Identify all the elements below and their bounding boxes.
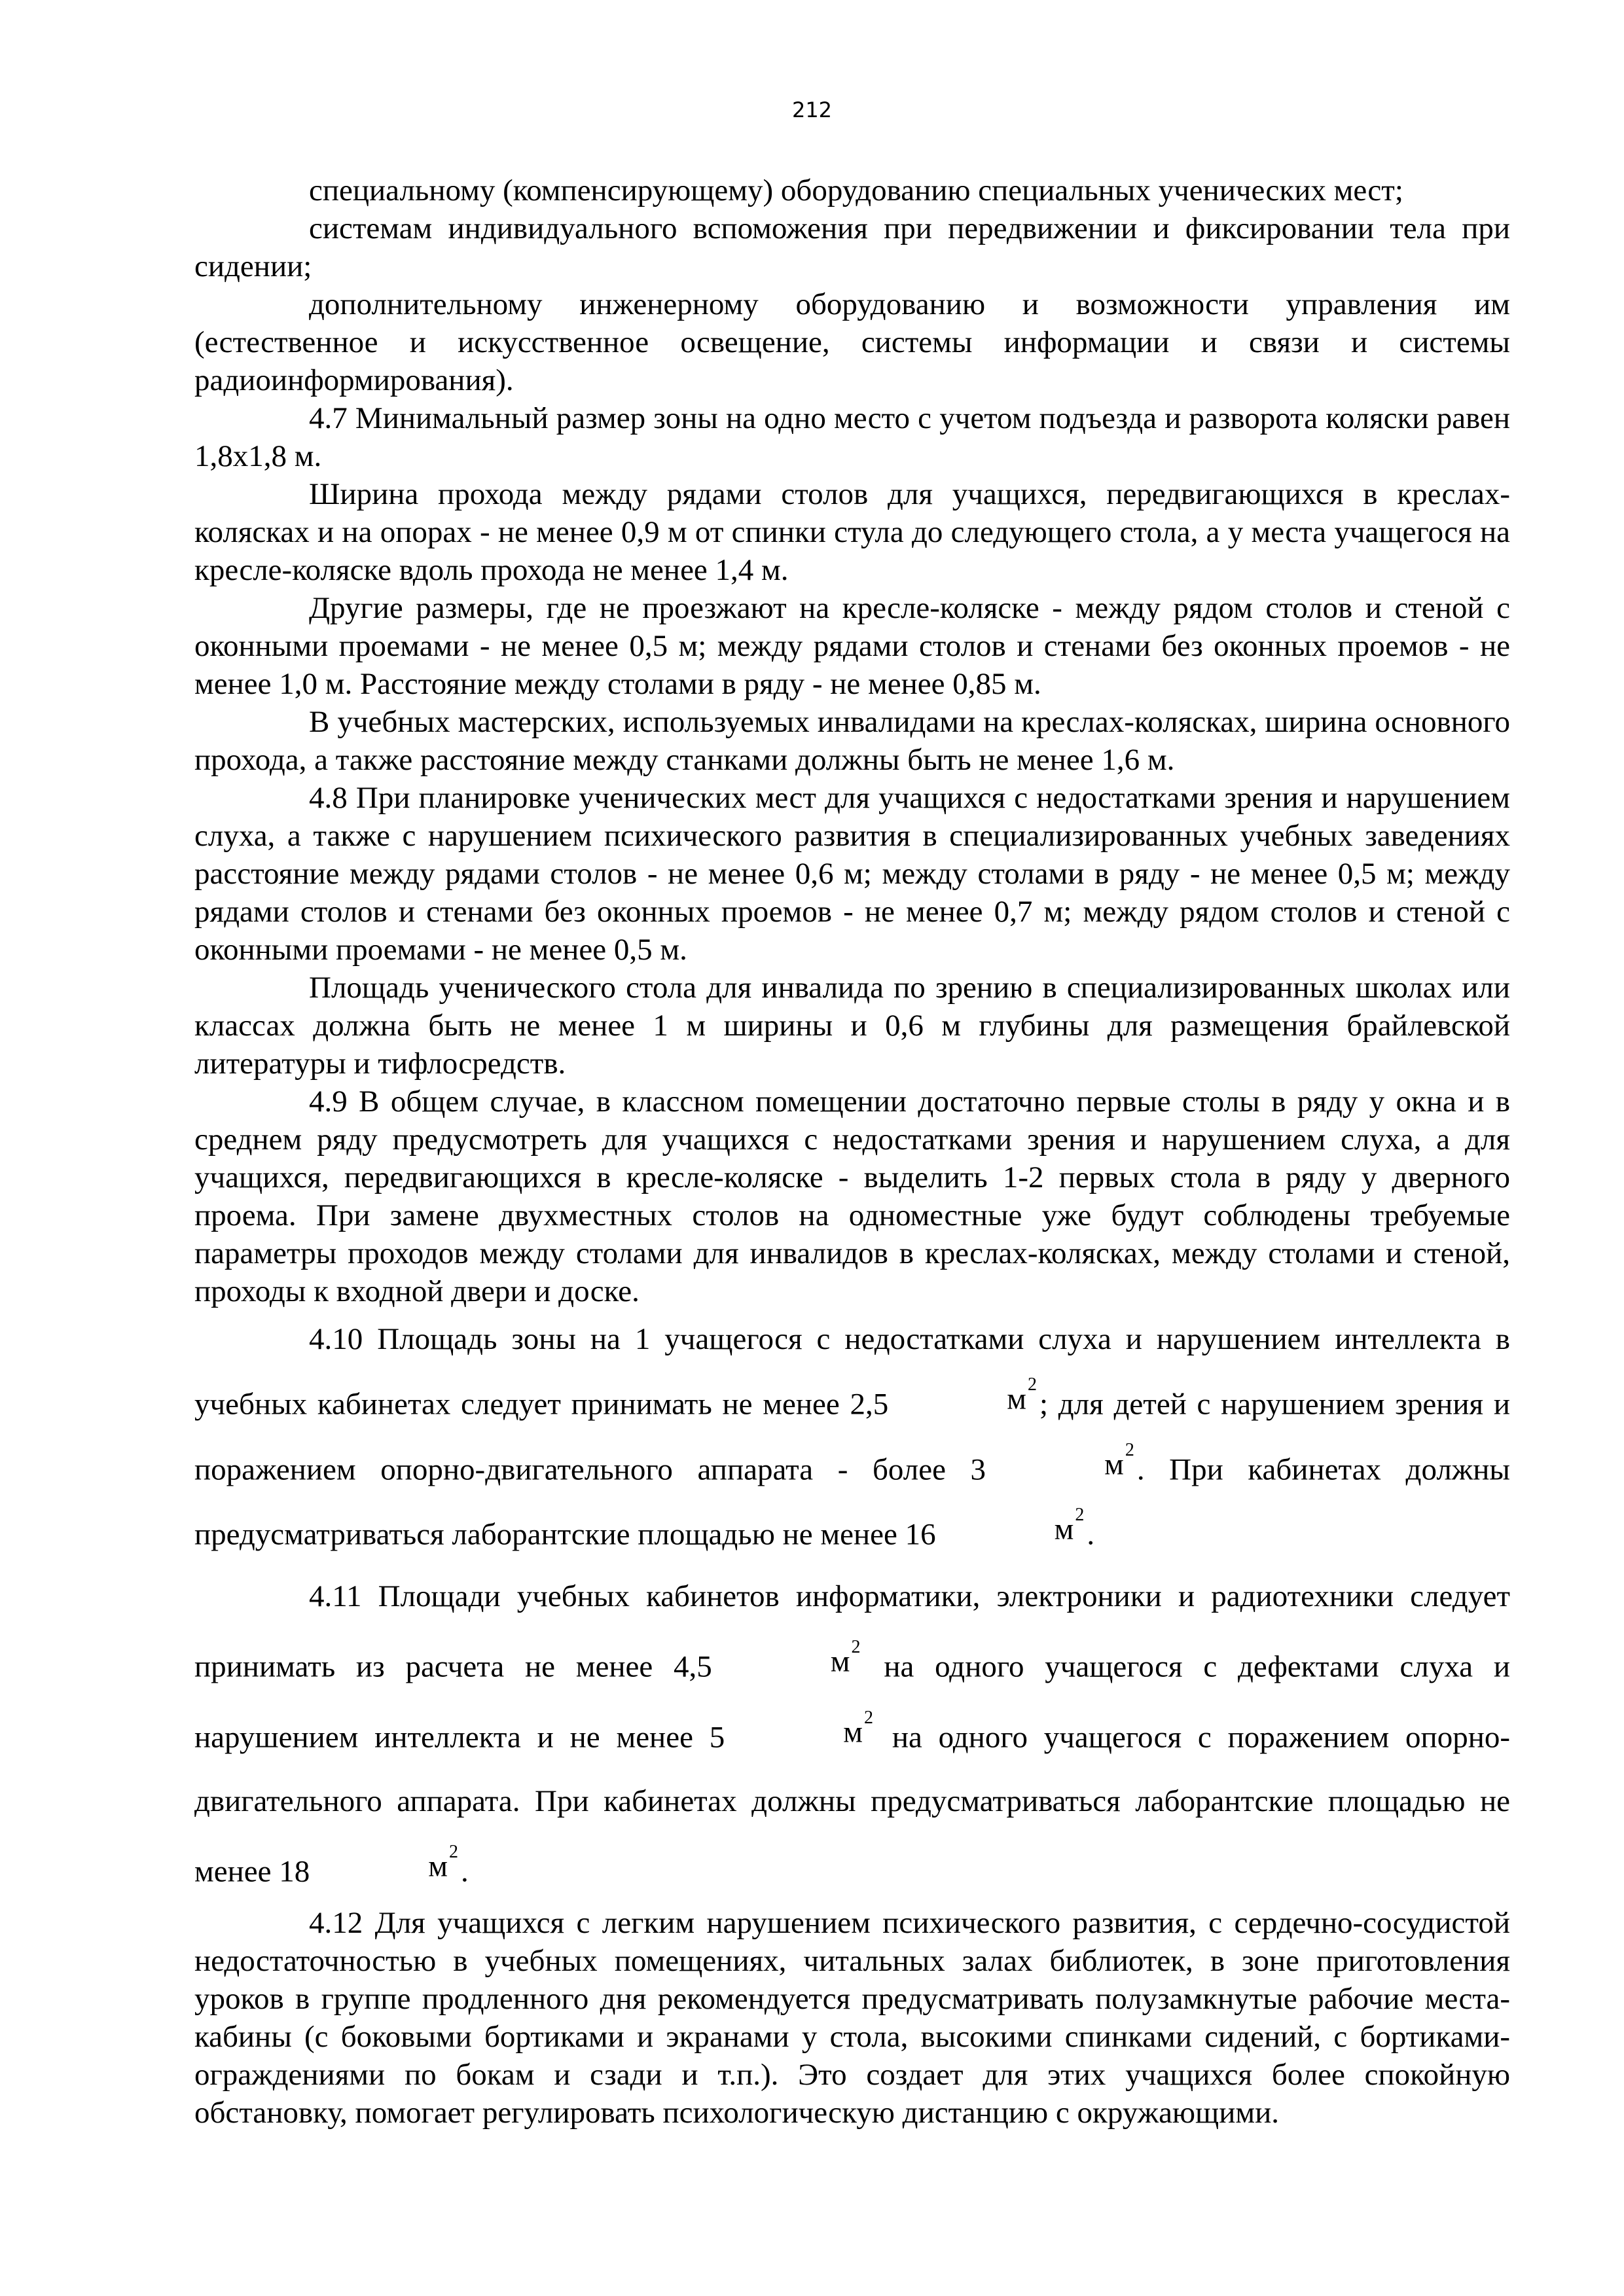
paragraph-4-7-zone-size: 4.7 Минимальный размер зоны на одно место с учетом подъезда и разворота коляски равен 1,8х1,8 м. — [194, 401, 1510, 473]
paragraph-4-10-area — [194, 1310, 1510, 1564]
paragraph-4-12-workplaces: 4.12 Для учащихся с легким нарушением психического развития, с сердечно-сосудистой недостаточностью в учебных помещениях, читальных залах библиотек, в зоне приготовления уроков в группе продленного дня рекомендуется предусматривать полузамкнутые рабочие места-кабины (с боковыми бортиками и экранами у стола, высокими спинками сидений, с бортиками-ограждениями по бокам и сзади и т.п.). Это создает для этих учащихся более спокойную обстановку, помогает регулировать психологическую дистанцию с окружающими. — [194, 1905, 1510, 2130]
paragraph-4-11-text-c: на одного учащегося с поражением опорно-двигательного аппарата. При кабинетах должны предусматриваться лаборантские площадью не менее 18 — [194, 1720, 1511, 1889]
paragraph-special-equipment: специальному (компенсирующему) оборудованию специальных ученических мест; — [309, 173, 1403, 207]
square-meter-unit: $м^2$ — [1104, 1439, 1134, 1482]
square-meter-unit: $м^2$ — [1007, 1374, 1037, 1416]
paragraph-4-11-text-b: на одного учащегося с дефектами слуха и нарушением интеллекта и не менее 5 — [194, 1649, 1511, 1755]
paragraph-engineering-equipment: дополнительному инженерному оборудованию и возможности управления им (естественное и искусственное освещение, системы информации и связи и системы радиоинформирования). — [194, 287, 1510, 397]
paragraph-workshops: В учебных мастерских, используемых инвалидами на креслах-колясках, ширина основного прохода, а также расстояние между станками должны быть не менее 1,6 м. — [194, 705, 1510, 777]
paragraph-4-10-text-c: . При кабинетах должны предусматриваться лаборантские площадью не менее 16 — [194, 1452, 1510, 1552]
paragraph-assistive-systems: системам индивидуального вспоможения при передвижении и фиксировании тела при сидении; — [194, 211, 1510, 283]
paragraph-4-11-text-a: 4.11 Площади учебных кабинетов информатики, электроники и радиотехники следует принимать из расчета не менее 4,5 — [194, 1579, 1510, 1684]
paragraph-desk-area: Площадь ученического стола для инвалида по зрению в специализированных школах или классах должна быть не менее 1 м ширины и 0,6 м глубины для размещения брайлевской литературы и тифлосредств. — [194, 971, 1510, 1081]
document-body — [194, 171, 1510, 2132]
square-meter-unit: $м^2$ — [428, 1842, 458, 1884]
paragraph-4-9-classroom: 4.9 В общем случае, в классном помещении достаточно первые столы в ряду у окна и в среднем ряду предусмотреть для учащихся с недостатками зрения и нарушением слуха, а для учащихся, передвигающихся в кресле-коляске - выделить 1-2 первых стола в ряду у дверного проема. При замене двухместных столов на одноместные уже будут соблюдены требуемые параметры проходов между столами для инвалидов в креслах-колясках, между столами и стеной, проходы к входной двери и доске. — [194, 1085, 1510, 1308]
paragraph-4-11-text-d: . — [460, 1854, 469, 1889]
paragraph-4-10-text-d: . — [1087, 1517, 1095, 1552]
page-number: 212 — [791, 98, 833, 122]
paragraph-4-11-computer-rooms — [194, 1564, 1510, 1904]
square-meter-unit: $м^2$ — [843, 1707, 873, 1749]
square-meter-unit: $м^2$ — [830, 1636, 861, 1679]
paragraph-4-10-text-a: 4.10 Площадь зоны на 1 учащегося с недостатками слуха и нарушением интеллекта в учебных кабинетах следует принимать не менее 2,5 — [194, 1322, 1510, 1422]
square-meter-unit: $м^2$ — [1054, 1505, 1085, 1547]
paragraph-aisle-width: Ширина прохода между рядами столов для учащихся, передвигающихся в креслах-колясках и на опорах - не менее 0,9 м от спинки стула до следующего стола, а у места учащегося на кресле-коляске вдоль прохода не менее 1,4 м. — [194, 477, 1510, 587]
paragraph-4-10-text-b: ; для детей с нарушением зрения и поражением опорно-двигательного аппарата - более 3 — [194, 1387, 1510, 1487]
paragraph-4-8-planning: 4.8 При планировке ученических мест для учащихся с недостатками зрения и нарушением слуха, а также с нарушением психического развития в специализированных учебных заведениях расстояние между рядами столов - не менее 0,6 м; между столами в ряду - не менее 0,5 м; между рядами столов и стенами без оконных проемов - не менее 0,7 м; между рядом столов и стеной с оконными проемами - не менее 0,5 м. — [194, 781, 1510, 967]
paragraph-other-dimensions: Другие размеры, где не проезжают на кресле-коляске - между рядом столов и стеной с оконными проемами - не менее 0,5 м; между рядами столов и стенами без оконных проемов - не менее 1,0 м. Расстояние между столами в ряду - не менее 0,85 м. — [194, 591, 1510, 701]
